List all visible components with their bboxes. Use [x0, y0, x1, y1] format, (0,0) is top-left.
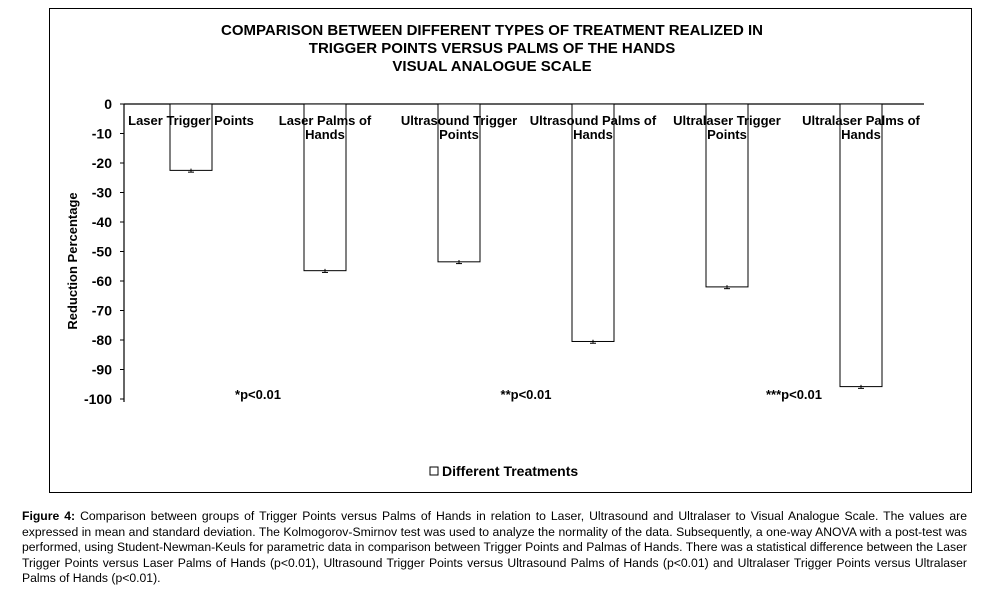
category-label: Points [439, 127, 479, 142]
annotations-group [235, 387, 822, 402]
category-labels [128, 113, 920, 142]
y-tick-label: -20 [91, 155, 112, 171]
chart-frame [49, 8, 972, 493]
y-tick-label: -40 [91, 214, 112, 230]
chart-title [221, 22, 763, 75]
y-tick-label: -10 [91, 125, 112, 142]
category-label: Ultrasound Trigger [400, 113, 518, 128]
legend [430, 463, 578, 479]
chart-title-line-3: VISUAL ANALOGUE SCALE [392, 58, 592, 75]
figure-caption [22, 509, 967, 587]
y-tick-label: -90 [91, 361, 112, 378]
category-label: Hands [305, 127, 345, 142]
legend-label: Different Treatments [442, 463, 579, 479]
significance-annotation: *p<0.01 [235, 387, 281, 402]
category-label: Laser Trigger Points [128, 113, 254, 128]
bars-group [170, 104, 882, 388]
y-tick-label: -60 [91, 273, 112, 289]
category-label: Hands [841, 127, 881, 142]
significance-annotation: **p<0.01 [500, 387, 552, 402]
caption-label: Figure 4: [22, 509, 76, 523]
y-tick-label: -30 [91, 184, 112, 201]
y-tick-label: -100 [83, 391, 112, 407]
chart-title-line-2: TRIGGER POINTS VERSUS PALMS OF THE HANDS [308, 40, 676, 57]
category-label: Points [707, 127, 747, 142]
bar-chart [50, 9, 973, 494]
chart-title-line-1: COMPARISON BETWEEN DIFFERENT TYPES OF TREATMENT REALIZED IN [221, 22, 763, 39]
legend-swatch [430, 467, 438, 475]
y-axis-ticks [84, 96, 124, 407]
category-label: Laser Palms of [278, 113, 372, 128]
y-axis-label: Reduction Percentage [65, 192, 80, 330]
category-label: Ultrasound Palms of [529, 113, 657, 128]
y-tick-label: 0 [104, 96, 112, 112]
category-label: Hands [573, 127, 613, 142]
caption-text: Comparison between groups of Trigger Points versus Palms of Hands in relation to Laser, Ultrasound and Ultralaser to Visual Analogue Scale. The values are expressed in mean and standard deviation. The Kolmogorov-Smirnov test was used to analyze the normality of the data. Subsequently, a one-way ANOVA with a post-test was performed, using Student-Newman-Keuls for parametric data in comparison between Trigger Points and Palmas of Hands. There was a statistical difference between the Laser Trigger Points versus Laser Palms of Hands (p<0.01), Ultrasound Trigger Points versus Ultrasound Palms of Hands (p<0.01) and Ultralaser Trigger Points versus Ultralaser Palms of Hands (p<0.01). [22, 509, 968, 586]
y-tick-label: -50 [91, 243, 112, 260]
category-label: Ultralaser Palms of [802, 113, 920, 128]
significance-annotation: ***p<0.01 [765, 387, 823, 402]
category-label: Ultralaser Trigger [673, 113, 781, 128]
y-tick-label: -80 [91, 332, 112, 348]
y-tick-label: -70 [91, 302, 112, 319]
bar [840, 104, 882, 387]
